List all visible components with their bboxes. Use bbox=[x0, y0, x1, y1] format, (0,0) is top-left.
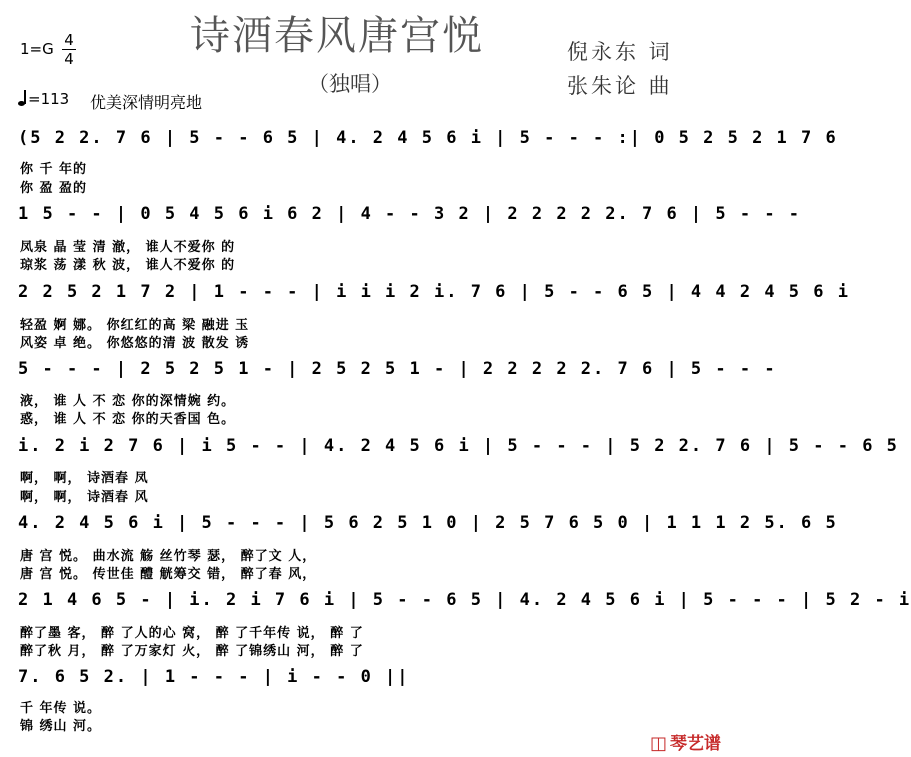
tempo-value: =113 bbox=[28, 90, 70, 108]
staff-6-lyric-1: 唐 宫 悦。 曲水流 觞 丝竹琴 瑟， 醉了文 人， bbox=[20, 549, 317, 564]
staff-3-music: 2 2 5 2 1 7 2 | 1 - - - | i i i 2 i. 7 6 | 5 - - 6 5 | 4 4 2 4 5 6 i bbox=[18, 282, 850, 302]
staff-7-lyric-1: 醉了墨 客， 醉 了人的心 窝， 醉 了千年传 说， 醉 了 bbox=[20, 626, 364, 641]
song-title: 诗酒春风唐宫悦 bbox=[190, 13, 484, 59]
staff-4-lyric-2: 惑， 谁 人 不 恋 你的天香国 色。 bbox=[20, 412, 236, 427]
staff-6-lyric-2: 唐 宫 悦。 传世佳 醴 觥筹交 错， 醉了春 风， bbox=[20, 567, 317, 582]
composer-credit: 张朱论 曲 bbox=[567, 74, 673, 98]
staff-8-lyric-1: 千 年传 说。 bbox=[20, 701, 102, 716]
time-signature bbox=[62, 32, 76, 67]
staff-4-music: 5 - - - | 2 5 2 5 1 - | 2 5 2 5 1 - | 2 2 2 2 2. 7 6 | 5 - - - bbox=[18, 359, 777, 379]
tempo-marking bbox=[18, 90, 69, 108]
lyricist-credit: 倪永东 词 bbox=[567, 40, 673, 64]
song-subtitle: （独唱） bbox=[308, 72, 392, 96]
staff-3-lyric-1: 轻盈 婀 娜。 你红红的高 梁 融进 玉 bbox=[20, 318, 250, 333]
staff-8-music: 7. 6 5 2. | 1 - - - | i - - 0 || bbox=[18, 667, 410, 687]
quarter-note-icon bbox=[18, 90, 28, 106]
time-numerator: 4 bbox=[64, 31, 74, 49]
staff-2-lyric-2: 琼浆 荡 漾 秋 波， 谁人不爱你 的 bbox=[20, 258, 236, 273]
staff-4-lyric-1: 液， 谁 人 不 恋 你的深情婉 约。 bbox=[20, 394, 236, 409]
staff-7-music: 2 1 4 6 5 - | i. 2 i 7 6 i | 5 - - 6 5 | 4. 2 4 5 6 i | 5 - - - | 5 2 - i bbox=[18, 590, 911, 610]
expression-marking: 优美深情明亮地 bbox=[90, 93, 203, 112]
staff-5-lyric-1: 啊， 啊， 诗酒春 凤 bbox=[20, 471, 149, 486]
time-denominator: 4 bbox=[64, 50, 74, 68]
staff-7-lyric-2: 醉了秋 月， 醉 了万家灯 火， 醉 了锦绣山 河， 醉 了 bbox=[20, 644, 364, 659]
staff-1-lyric-2: 你 盈 盈的 bbox=[20, 181, 88, 196]
staff-2-lyric-1: 凤泉 晶 莹 清 澈， 谁人不爱你 的 bbox=[20, 240, 236, 255]
watermark-logo bbox=[650, 729, 721, 754]
staff-3-lyric-2: 风姿 卓 绝。 你悠悠的清 波 散发 诱 bbox=[20, 336, 250, 351]
watermark-brand: 琴艺谱 bbox=[670, 734, 721, 754]
staff-5-music: i. 2 i 2 7 6 | i 5 - - | 4. 2 4 5 6 i | 5 - - - | 5 2 2. 7 6 | 5 - - 6 5 bbox=[18, 436, 899, 456]
staff-6-music: 4. 2 4 5 6 i | 5 - - - | 5 6 2 5 1 0 | 2 5 7 6 5 0 | 1 1 1 2 5. 6 5 bbox=[18, 513, 838, 533]
staff-1-music: (5 2 2. 7 6 | 5 - - 6 5 | 4. 2 4 5 6 i | 5 - - - :| 0 5 2 5 2 1 7 6 bbox=[18, 128, 838, 148]
brand-mark-icon: ◫ bbox=[649, 733, 667, 754]
key-signature: 1=G bbox=[20, 40, 54, 58]
staff-2-music: 1 5 - - | 0 5 4 5 6 i 6 2 | 4 - - 3 2 | 2 2 2 2 2. 7 6 | 5 - - - bbox=[18, 204, 802, 224]
staff-8-lyric-2: 锦 绣山 河。 bbox=[20, 719, 102, 734]
staff-1-lyric-1: 你 千 年的 bbox=[20, 162, 88, 177]
staff-5-lyric-2: 啊， 啊， 诗酒春 风 bbox=[20, 490, 149, 505]
